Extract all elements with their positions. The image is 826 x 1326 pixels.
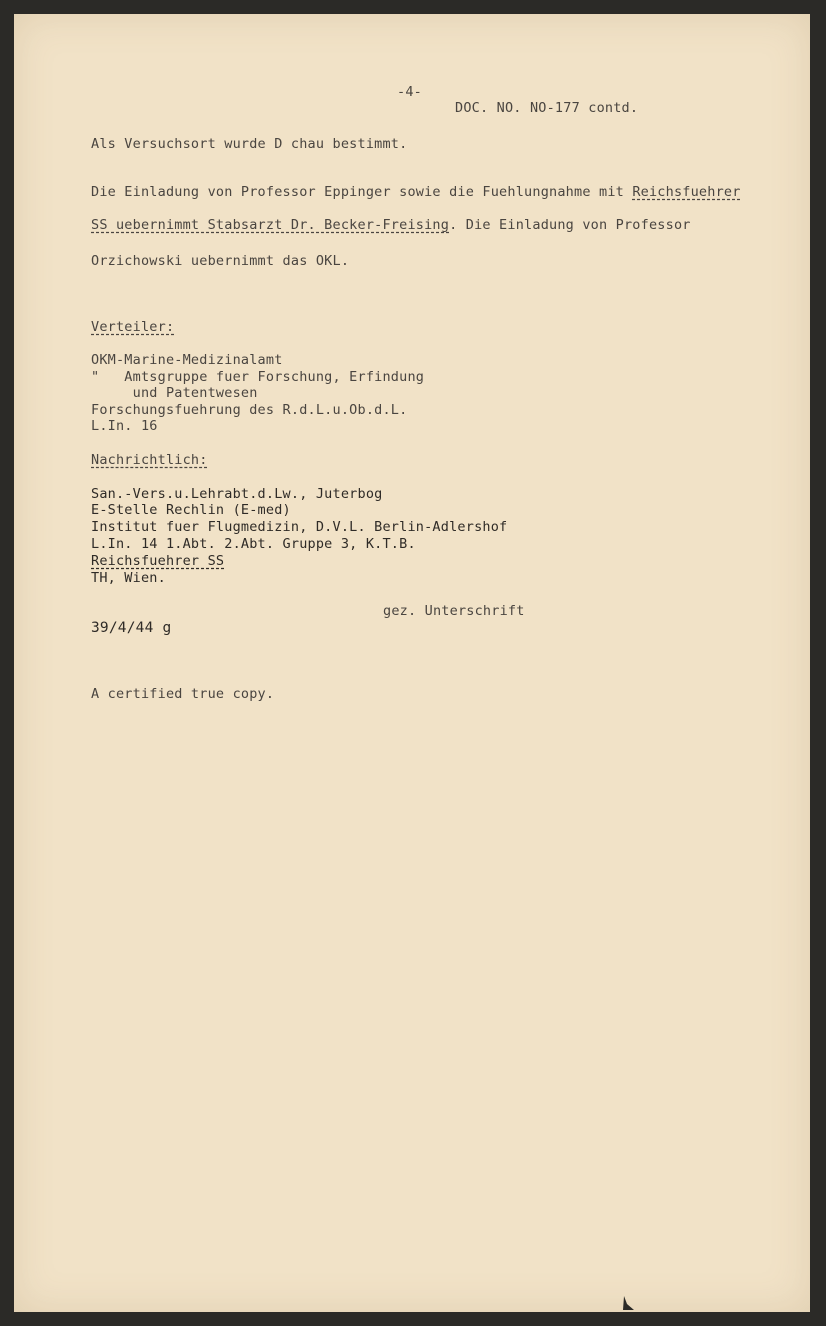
verteiler-item: Forschungsfuehrung des R.d.L.u.Ob.d.L.: [91, 402, 408, 418]
paragraph-text: Die Einladung von Professor Eppinger sowie die Fuehlungnahme mit: [91, 184, 633, 200]
date-reference: 39/4/44 g: [91, 620, 172, 636]
doc-reference: DOC. NO. NO-177 contd.: [455, 100, 639, 116]
page-number: -4-: [397, 84, 422, 100]
paragraph-text: . Die Einladung von Professor: [449, 217, 691, 233]
nachrichtlich-item: L.In. 14 1.Abt. 2.Abt. Gruppe 3, K.T.B.: [91, 536, 416, 552]
verteiler-heading: Verteiler:: [91, 319, 175, 335]
th-wien-line: TH, Wien.: [91, 570, 166, 586]
verteiler-item: " Amtsgruppe fuer Forschung, Erfindung: [91, 369, 425, 385]
signature: gez. Unterschrift: [383, 603, 525, 619]
paragraph-line-2: [91, 217, 691, 233]
nachrichtlich-item: San.-Vers.u.Lehrabt.d.Lw., Juterbog: [91, 486, 383, 502]
underlined-reichsfuehrer: Reichsfuehrer: [632, 184, 741, 200]
reichsfuehrer-line: Reichsfuehrer SS: [91, 553, 225, 569]
body-line-1: Als Versuchsort wurde D chau bestimmt.: [91, 136, 408, 152]
ink-mark: [620, 1294, 640, 1312]
underlined-becker-freising: SS uebernimmt Stabsarzt Dr. Becker-Freising: [91, 217, 450, 233]
verteiler-item: und Patentwesen: [91, 385, 258, 401]
nachrichtlich-item: Institut fuer Flugmedizin, D.V.L. Berlin-Adlershof: [91, 519, 508, 535]
paragraph-line-1: [91, 184, 741, 200]
verteiler-item: L.In. 16: [91, 418, 158, 434]
nachrichtlich-item: E-Stelle Rechlin (E-med): [91, 502, 291, 518]
nachrichtlich-heading: Nachrichtlich:: [91, 452, 208, 468]
certified-copy: A certified true copy.: [91, 686, 275, 702]
paragraph-line-3: Orzichowski uebernimmt das OKL.: [91, 253, 350, 269]
verteiler-item: OKM-Marine-Medizinalamt: [91, 352, 283, 368]
document-page: [14, 14, 810, 1312]
